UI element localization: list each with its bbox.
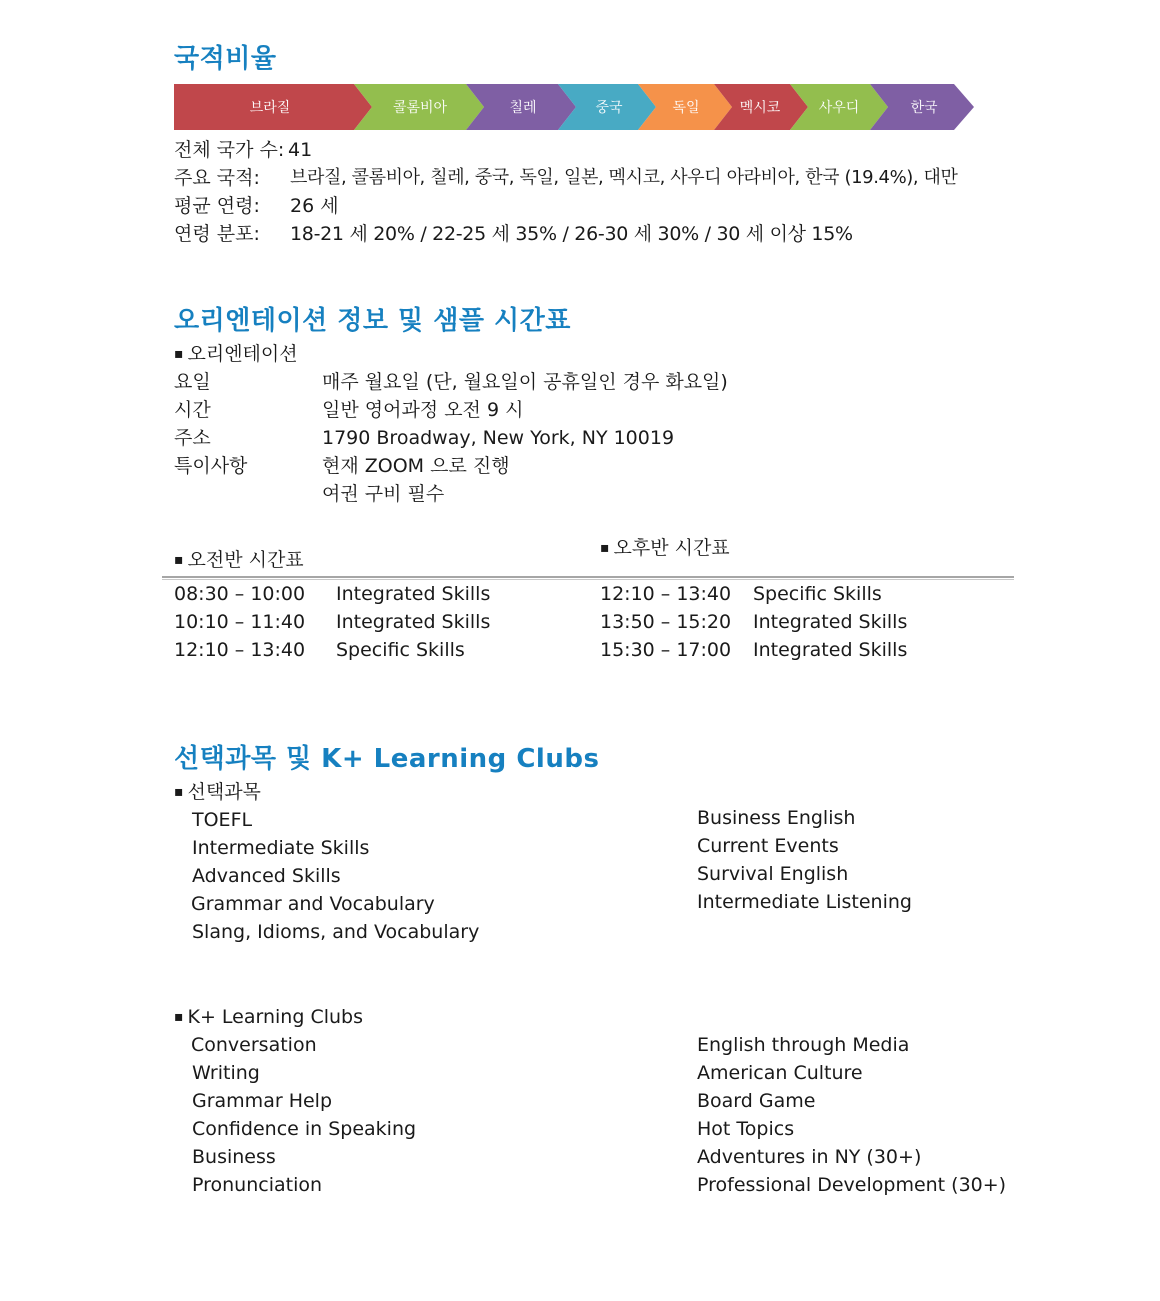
elective-left-2: Advanced Skills bbox=[192, 865, 341, 887]
club-right-3: Hot Topics bbox=[697, 1118, 795, 1140]
elective-left-4: Slang, Idioms, and Vocabulary bbox=[192, 921, 480, 943]
elective-left-0: TOEFL bbox=[192, 809, 253, 831]
club-left-3: Confidence in Speaking bbox=[192, 1118, 417, 1140]
electives-heading bbox=[174, 778, 261, 808]
club-right-5: Professional Development (30+) bbox=[697, 1174, 1007, 1196]
elective-right-3: Intermediate Listening bbox=[697, 891, 912, 913]
morning-class-0: Integrated Skills bbox=[336, 583, 491, 605]
stat-label-age-dist: 연령 분포: bbox=[174, 223, 260, 245]
morning-class-1: Integrated Skills bbox=[336, 611, 491, 633]
morning-class-2: Specific Skills bbox=[336, 639, 465, 661]
chevron-label-0: 브라질 bbox=[249, 100, 291, 116]
morning-schedule-heading bbox=[174, 546, 304, 576]
stat-label-total: 전체 국가 수: bbox=[174, 139, 285, 161]
stat-label-avg-age: 평균 연령: bbox=[174, 195, 260, 217]
morning-schedule-heading-text: 오전반 시간표 bbox=[187, 549, 304, 571]
morning-time-1: 10:10 – 11:40 bbox=[174, 611, 306, 633]
morning-time-2: 12:10 – 13:40 bbox=[174, 639, 306, 661]
schedule-divider bbox=[162, 576, 1014, 578]
stat-value-avg-age: 26 세 bbox=[290, 195, 339, 217]
elective-right-2: Survival English bbox=[697, 863, 849, 885]
orientation-label-time: 시간 bbox=[174, 399, 211, 421]
orientation-sub-heading-text: 오리엔테이션 bbox=[187, 343, 298, 365]
orientation-label-notes: 특이사항 bbox=[174, 455, 248, 477]
elective-left-1: Intermediate Skills bbox=[192, 837, 370, 859]
chevron-label-3: 중국 bbox=[595, 100, 623, 116]
club-left-4: Business bbox=[192, 1146, 276, 1168]
chevron-label-4: 독일 bbox=[672, 100, 700, 116]
club-left-1: Writing bbox=[192, 1062, 260, 1084]
club-right-1: American Culture bbox=[697, 1062, 863, 1084]
orientation-label-address: 주소 bbox=[174, 427, 211, 449]
afternoon-schedule-heading bbox=[600, 534, 730, 564]
chevron-label-7: 한국 bbox=[910, 100, 938, 116]
club-right-2: Board Game bbox=[697, 1090, 816, 1112]
orientation-label-day: 요일 bbox=[174, 371, 211, 393]
chevron-label-6: 사우디 bbox=[818, 100, 860, 116]
electives-heading-text: 선택과목 bbox=[187, 781, 261, 803]
afternoon-class-0: Specific Skills bbox=[753, 583, 882, 605]
afternoon-class-1: Integrated Skills bbox=[753, 611, 908, 633]
afternoon-schedule-heading-text: 오후반 시간표 bbox=[613, 537, 730, 559]
afternoon-class-2: Integrated Skills bbox=[753, 639, 908, 661]
afternoon-time-2: 15:30 – 17:00 bbox=[600, 639, 732, 661]
orientation-value-notes-2: 여권 구비 필수 bbox=[322, 483, 445, 505]
nationality-title: 국적비율 bbox=[174, 44, 277, 74]
club-left-2: Grammar Help bbox=[192, 1090, 333, 1112]
orientation-title: 오리엔테이션 정보 및 샘플 시간표 bbox=[174, 306, 571, 336]
clubs-heading bbox=[174, 1003, 363, 1033]
afternoon-time-1: 13:50 – 15:20 bbox=[600, 611, 732, 633]
clubs-heading-text: K+ Learning Clubs bbox=[187, 1006, 363, 1028]
elective-left-3: Grammar and Vocabulary bbox=[191, 893, 435, 915]
electives-title: 선택과목 및 K+ Learning Clubs bbox=[174, 744, 600, 774]
orientation-value-day: 매주 월요일 (단, 월요일이 공휴일인 경우 화요일) bbox=[322, 371, 728, 393]
stat-value-age-dist: 18-21 세 20% / 22-25 세 35% / 26-30 세 30% / 30 세 이상 15% bbox=[290, 223, 853, 245]
club-right-0: English through Media bbox=[697, 1034, 910, 1056]
club-left-5: Pronunciation bbox=[192, 1174, 323, 1196]
club-right-4: Adventures in NY (30+) bbox=[697, 1146, 922, 1168]
club-left-0: Conversation bbox=[191, 1034, 317, 1056]
chevron-label-2: 칠레 bbox=[509, 100, 537, 116]
orientation-value-time: 일반 영어과정 오전 9 시 bbox=[322, 399, 524, 421]
orientation-value-notes: 현재 ZOOM 으로 진행 bbox=[322, 455, 510, 477]
orientation-sub-heading bbox=[174, 340, 298, 370]
elective-right-1: Current Events bbox=[697, 835, 839, 857]
stat-label-major: 주요 국적: bbox=[174, 167, 260, 189]
stat-value-total: 41 bbox=[288, 139, 313, 161]
morning-time-0: 08:30 – 10:00 bbox=[174, 583, 306, 605]
chevron-label-1: 콜롬비아 bbox=[392, 100, 448, 116]
nationality-chevron-bar bbox=[174, 82, 974, 132]
stat-value-major: 브라질, 콜롬비아, 칠레, 중국, 독일, 일본, 멕시코, 사우디 아라비아, 한국 (19.4%), 대만 bbox=[290, 167, 958, 188]
chevron-label-5: 멕시코 bbox=[739, 100, 781, 116]
afternoon-time-0: 12:10 – 13:40 bbox=[600, 583, 732, 605]
orientation-value-address: 1790 Broadway, New York, NY 10019 bbox=[322, 427, 675, 449]
elective-right-0: Business English bbox=[697, 807, 856, 829]
